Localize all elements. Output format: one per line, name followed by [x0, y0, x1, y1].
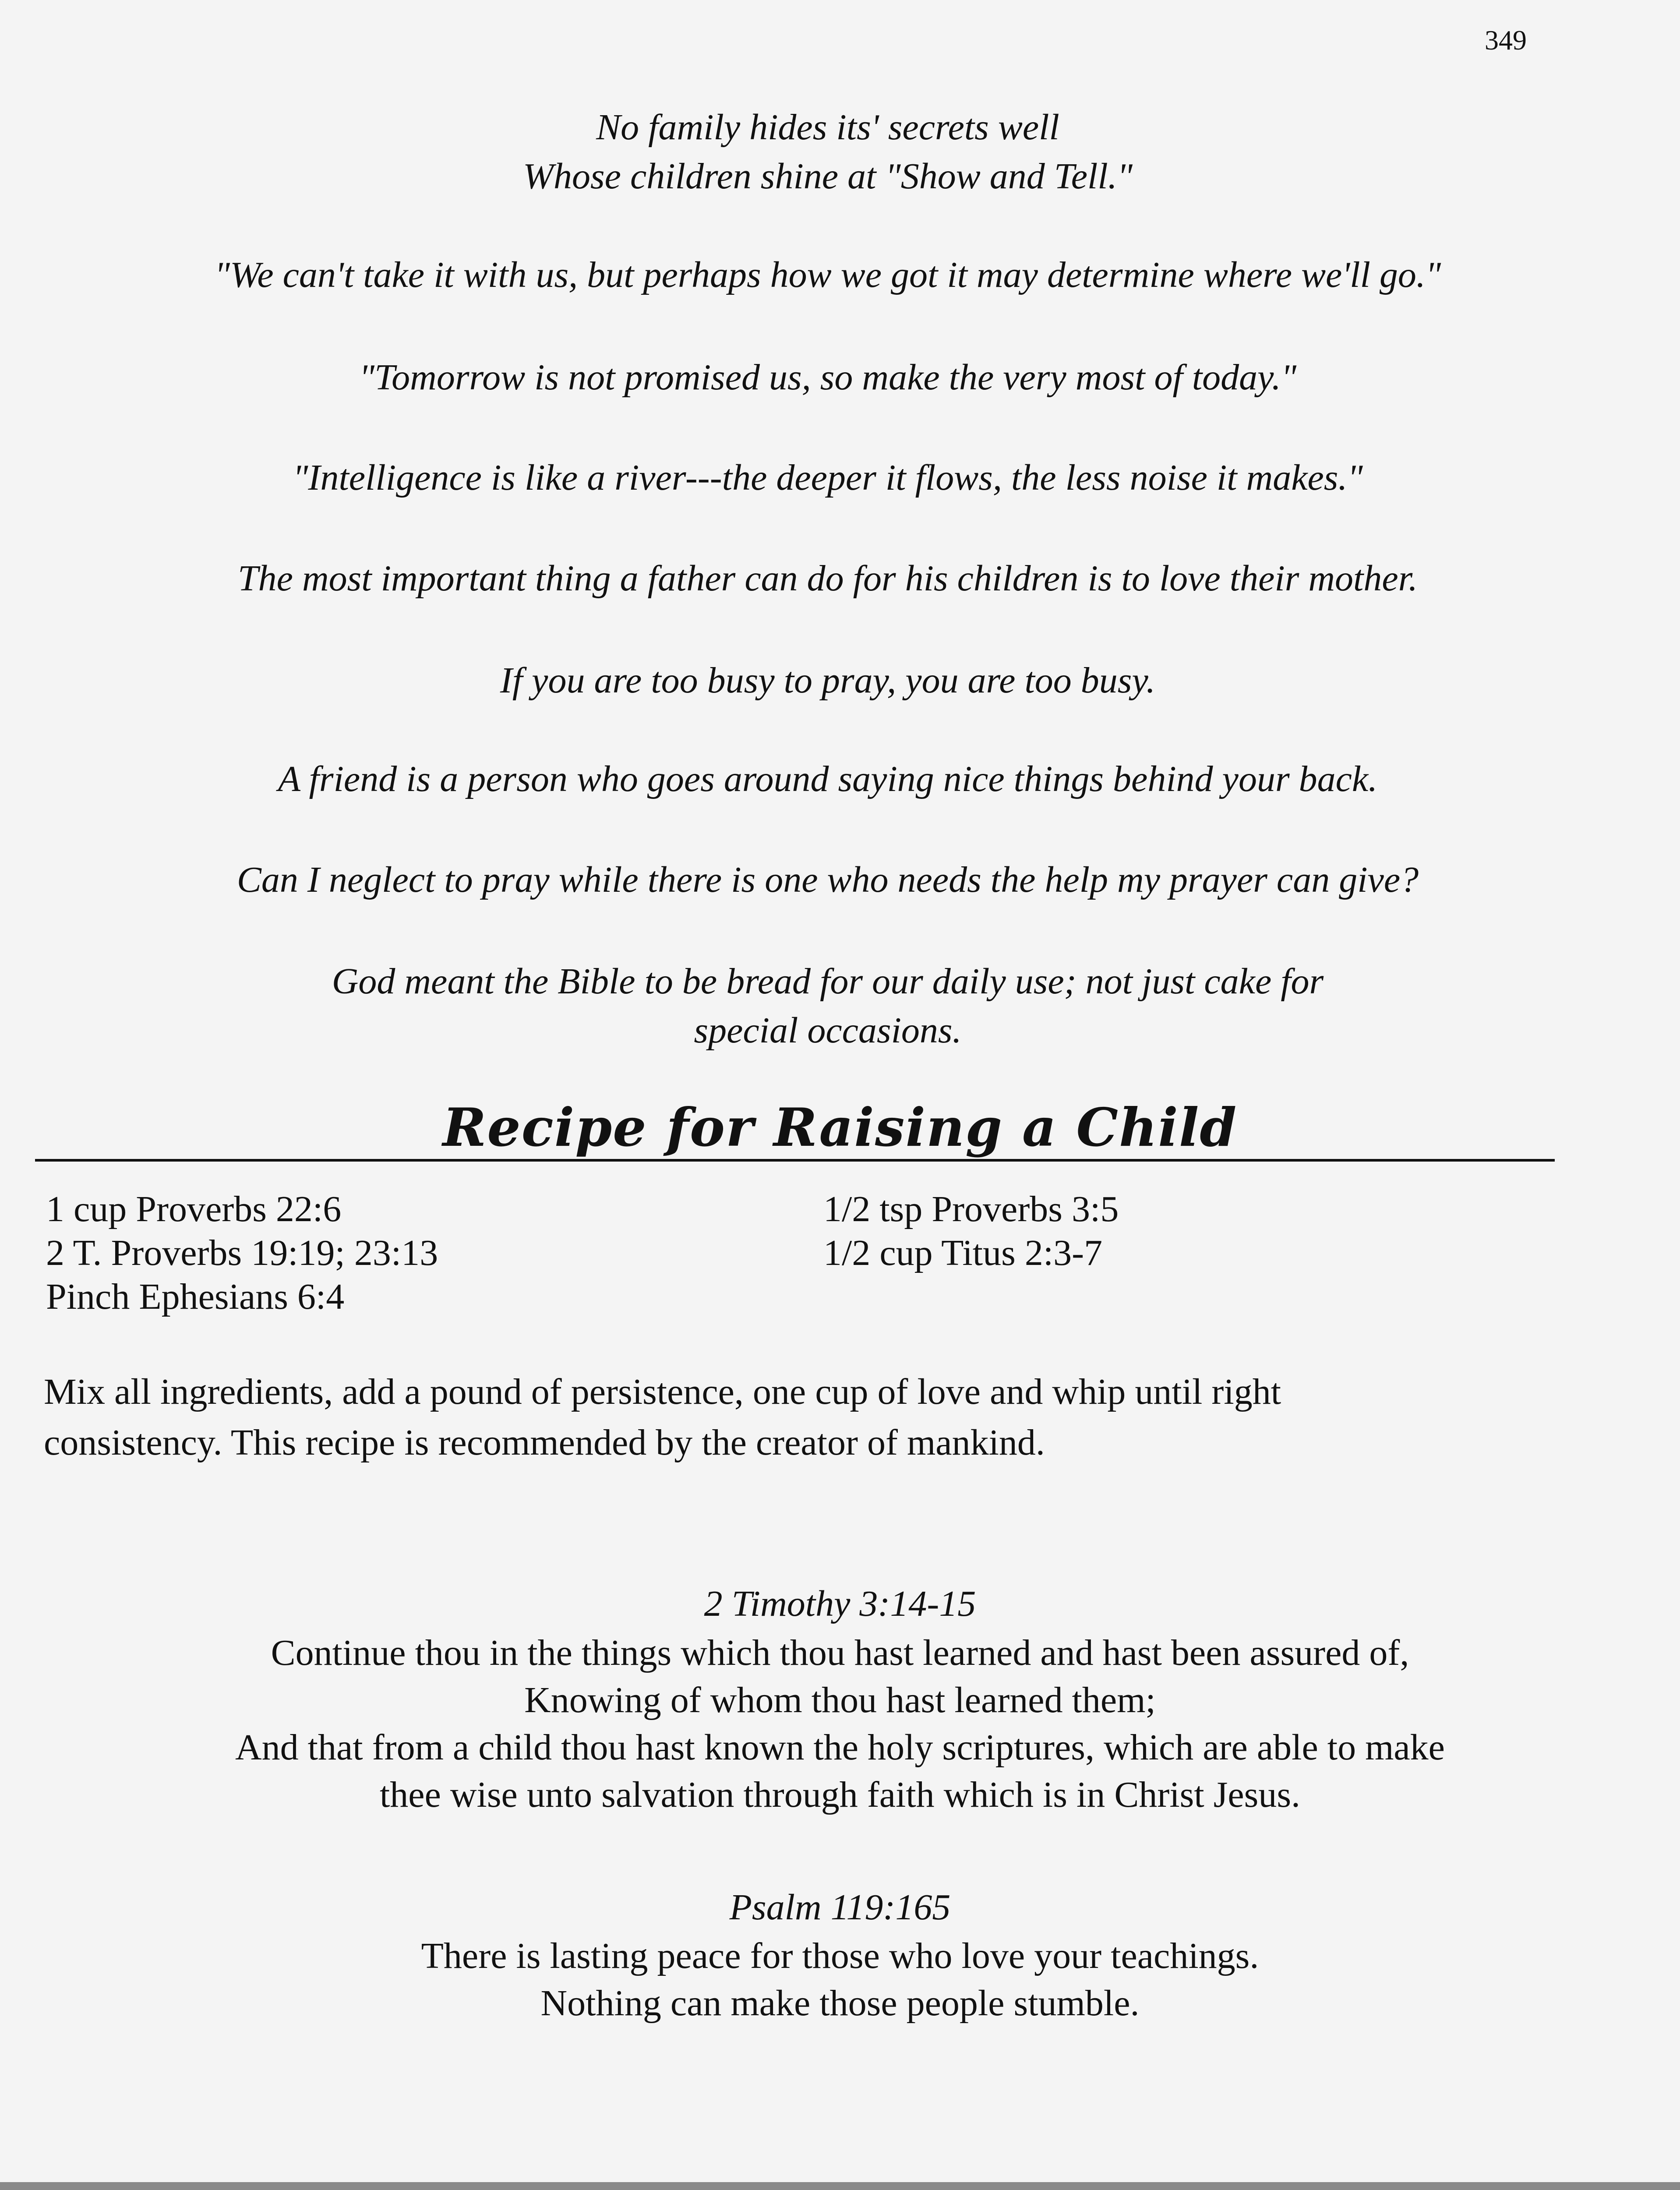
ingredient-item: 1/2 cup Titus 2:3-7 — [823, 1233, 1103, 1273]
quote-father — [35, 554, 1620, 603]
ingredient-item: 2 T. Proverbs 19:19; 23:13 — [46, 1233, 438, 1273]
quote-take-it-with-us — [35, 251, 1620, 300]
scripture-passage — [0, 1932, 1680, 2027]
quote-line: "Intelligence is like a river---the deeper it flows, the less noise it makes." — [293, 457, 1363, 498]
verse-line: thee wise unto salvation through faith which is in Christ Jesus. — [379, 1774, 1301, 1815]
recipe-title: Recipe for Raising a Child — [442, 1097, 1238, 1159]
verse-line: Nothing can make those people stumble. — [540, 1983, 1140, 2024]
ingredient-item: Pinch Ephesians 6:4 — [46, 1276, 345, 1317]
quote-neglect-to-pray — [35, 855, 1620, 904]
quote-line: Can I neglect to pray while there is one who needs the help my prayer can give? — [236, 859, 1419, 900]
quote-line: No family hides its' secrets well — [596, 107, 1059, 148]
ingredients-left — [46, 1187, 438, 1319]
quote-line: The most important thing a father can do for his children is to love their mother. — [237, 558, 1418, 599]
quote-line: God meant the Bible to be bread for our daily use; not just cake for — [332, 961, 1324, 1002]
scripture-reference: Psalm 119:165 — [729, 1887, 951, 1928]
instruction-line: consistency. This recipe is recommended by the creator of mankind. — [44, 1422, 1045, 1463]
quote-friend — [35, 755, 1620, 804]
verse-line: Knowing of whom thou hast learned them; — [524, 1680, 1156, 1720]
recipe-instructions — [44, 1367, 1603, 1468]
verse-line: There is lasting peace for those who love your teachings. — [421, 1936, 1259, 1976]
quote-line: "Tomorrow is not promised us, so make the very most of today." — [359, 357, 1297, 398]
verse-line: And that from a child thou hast known the holy scriptures, which are able to make — [235, 1727, 1445, 1768]
title-divider — [35, 1159, 1555, 1162]
instruction-line: Mix all ingredients, add a pound of persistence, one cup of love and whip until right — [44, 1371, 1281, 1412]
scripture-reference: 2 Timothy 3:14-15 — [704, 1583, 976, 1624]
quote-line: If you are too busy to pray, you are too busy. — [500, 660, 1156, 701]
page-number: 349 — [1485, 25, 1527, 56]
quote-intelligence — [35, 453, 1620, 502]
quote-line: "We can't take it with us, but perhaps how we got it may determine where we'll go." — [214, 254, 1441, 295]
quote-tomorrow — [35, 353, 1620, 402]
quote-too-busy — [35, 656, 1620, 705]
verse-line: Continue thou in the things which thou hast learned and hast been assured of, — [271, 1632, 1409, 1673]
ingredients-right — [823, 1187, 1119, 1275]
scripture-passage — [0, 1629, 1680, 1819]
quote-family-secrets — [35, 103, 1620, 201]
ingredient-item: 1/2 tsp Proverbs 3:5 — [823, 1189, 1119, 1229]
quote-line: A friend is a person who goes around saying nice things behind your back. — [278, 759, 1378, 799]
scan-bottom-edge — [0, 2182, 1680, 2190]
quote-bible-bread — [35, 957, 1620, 1055]
quote-line: special occasions. — [694, 1010, 962, 1051]
quote-line: Whose children shine at "Show and Tell." — [523, 156, 1133, 197]
ingredient-item: 1 cup Proverbs 22:6 — [46, 1189, 342, 1229]
